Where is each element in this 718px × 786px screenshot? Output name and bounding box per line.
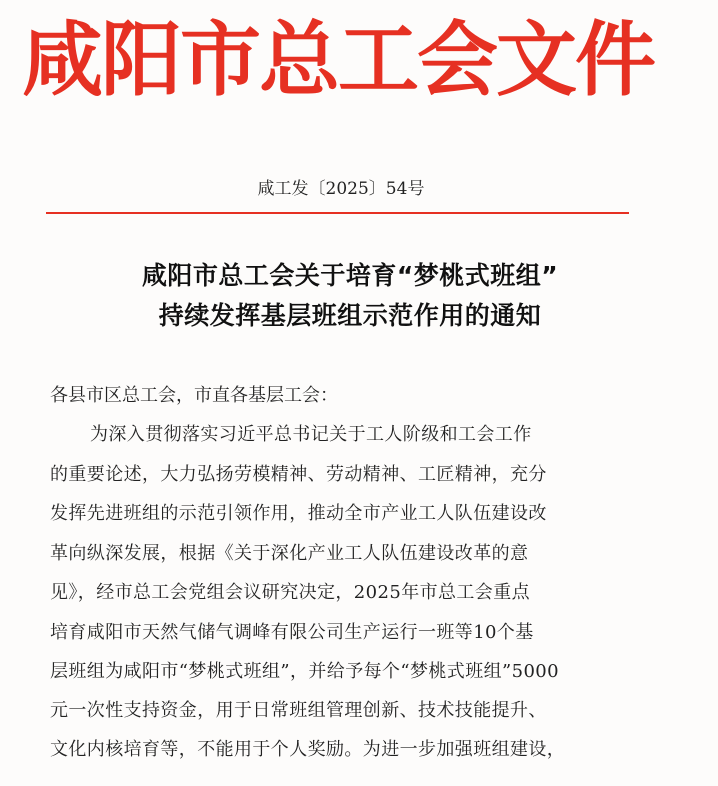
body-line: 发挥先进班组的示范引领作用，推动全市产业工人队伍建设改	[50, 503, 547, 524]
red-divider-line	[46, 212, 629, 214]
body-line: 革向纵深发展，根据《关于深化产业工人队伍建设改革的意	[50, 543, 529, 564]
body-line: 为深入贯彻落实习近平总书记关于工人阶级和工会工作	[90, 424, 532, 445]
document-title-line-2: 持续发挥基层班组示范作用的通知	[158, 301, 542, 330]
body-line: 的重要论述，大力弘扬劳模精神、劳动精神、工匠精神，充分	[50, 464, 547, 485]
body-line: 元一次性支持资金，用于日常班组管理创新、技术技能提升、	[50, 700, 547, 721]
document-title-line-1: 咸阳市总工会关于培育“梦桃式班组”	[141, 261, 559, 290]
masthead-title: 咸阳市总工会文件	[22, 13, 655, 108]
document-number: 咸工发〔2025〕54号	[257, 179, 425, 199]
body-line: 文化内核培育等，不能用于个人奖励。为进一步加强班组建设，	[50, 739, 566, 760]
body-line: 培育咸阳市天然气储气调峰有限公司生产运行一班等10个基	[50, 622, 534, 643]
body-line: 层班组为咸阳市“梦桃式班组”，并给予每个“梦桃式班组”5000	[50, 661, 560, 682]
salutation: 各县市区总工会，市直各基层工会：	[50, 385, 338, 406]
body-line: 见》，经市总工会党组会议研究决定，2025年市总工会重点	[50, 582, 531, 603]
